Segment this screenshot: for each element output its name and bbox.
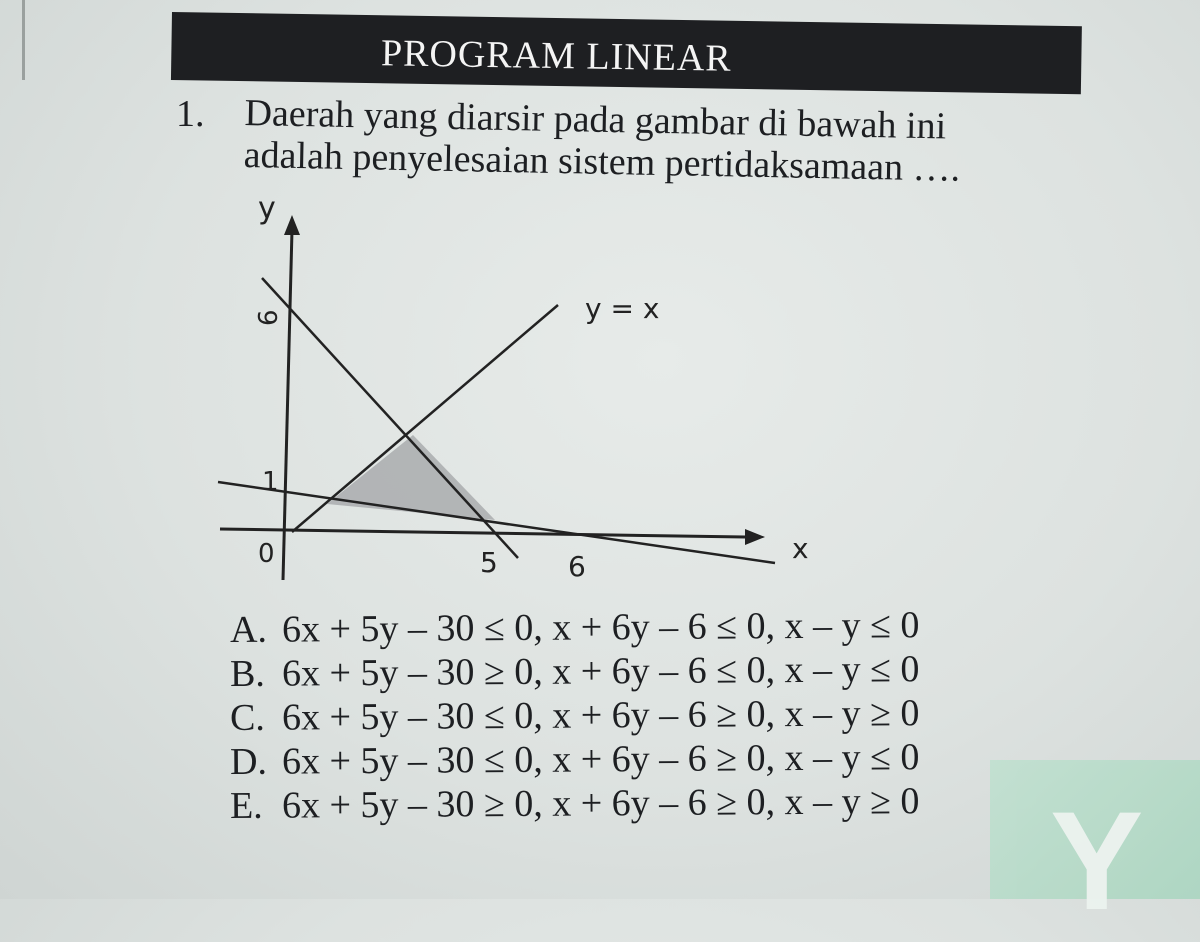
y-tick-6: 6 xyxy=(254,309,284,326)
y-axis-label: y xyxy=(258,191,276,226)
origin-label: 0 xyxy=(258,539,275,569)
answer-options xyxy=(229,604,920,828)
option-c xyxy=(230,691,920,740)
option-a xyxy=(230,603,920,652)
option-text: 6x + 5y – 30 ≥ 0, x + 6y – 6 ≤ 0, x – y ≤ 0 xyxy=(281,648,920,695)
option-text: 6x + 5y – 30 ≥ 0, x + 6y – 6 ≥ 0, x – y ≥ 0 xyxy=(281,780,920,827)
option-letter: E. xyxy=(229,784,263,827)
option-text: 6x + 5y – 30 ≤ 0, x + 6y – 6 ≥ 0, x – y ≥ 0 xyxy=(281,692,920,739)
section-header-bar xyxy=(171,12,1082,94)
option-e xyxy=(230,779,920,828)
inequality-graph xyxy=(200,190,840,590)
shaded-region xyxy=(327,435,495,520)
option-text: 6x + 5y – 30 ≤ 0, x + 6y – 6 ≥ 0, x – y ≤ 0 xyxy=(281,736,920,783)
line-6x-5y-30 xyxy=(262,278,518,558)
option-b xyxy=(230,647,920,696)
x-axis-arrow xyxy=(745,529,765,545)
page-edge-mark xyxy=(22,0,25,80)
option-text: 6x + 5y – 30 ≤ 0, x + 6y – 6 ≤ 0, x – y ≤ 0 xyxy=(281,604,920,651)
question-text xyxy=(243,92,1104,192)
option-letter: C. xyxy=(229,696,266,739)
x-tick-6: 6 xyxy=(568,550,586,583)
y-axis xyxy=(283,230,292,580)
option-letter: D. xyxy=(229,740,268,783)
section-title: PROGRAM LINEAR xyxy=(380,32,733,80)
option-d xyxy=(230,735,920,784)
green-corner-patch xyxy=(990,760,1200,939)
line-label-y-equals-x: y = x xyxy=(585,292,660,325)
question-line-2: adalah penyelesaian sistem pertidaksamaan …. xyxy=(243,133,961,190)
option-letter: A. xyxy=(229,608,268,651)
x-tick-5: 5 xyxy=(480,546,498,579)
faint-letter-glyph: Y xyxy=(1050,782,1144,939)
x-axis xyxy=(220,529,745,537)
question-line-1: Daerah yang diarsir pada gambar di bawah ini xyxy=(244,92,947,148)
y-tick-1: 1 xyxy=(262,467,279,497)
option-letter: B. xyxy=(229,652,266,695)
question-number: 1. xyxy=(176,93,205,135)
x-axis-label: x xyxy=(792,532,809,565)
y-axis-arrow xyxy=(284,215,300,235)
